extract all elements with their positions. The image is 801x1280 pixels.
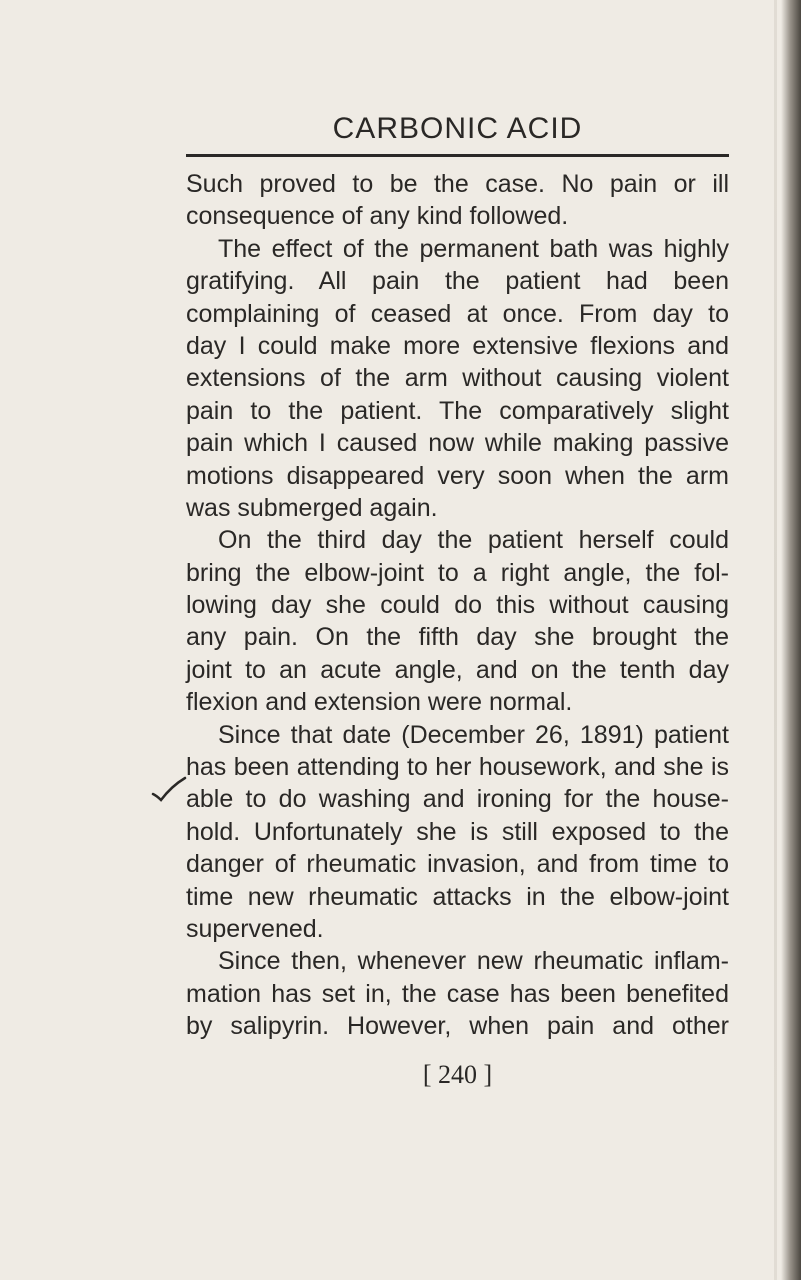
paragraph bbox=[186, 524, 729, 718]
text-line: extensions of the arm without causing violent bbox=[186, 364, 729, 393]
header-rule bbox=[186, 154, 729, 157]
text-line: Such proved to be the case. No pain or ill bbox=[186, 170, 729, 198]
text-line: mation has set in, the case has been benefited bbox=[186, 979, 729, 1008]
text-line: gratifying. All pain the patient had been bbox=[186, 267, 729, 296]
text-line: was submerged again. bbox=[186, 493, 438, 522]
text-line: On the third day the patient herself could bbox=[218, 526, 729, 555]
page-gutter-shadow bbox=[774, 0, 777, 1280]
text-line: time new rheumatic attacks in the elbow-joint bbox=[186, 882, 729, 911]
text-line: day I could make more extensive flexions and bbox=[186, 331, 729, 360]
text-line: Since that date (December 26, 1891) patient bbox=[218, 720, 729, 749]
text-line: complaining of ceased at once. From day to bbox=[186, 299, 729, 328]
text-line: by salipyrin. However, when pain and other bbox=[186, 1012, 729, 1041]
paragraph bbox=[186, 233, 729, 525]
text-line: consequence of any kind followed. bbox=[186, 202, 569, 231]
text-line: flexion and extension were normal. bbox=[186, 688, 573, 717]
text-line: able to do washing and ironing for the house- bbox=[186, 785, 729, 814]
text-line: hold. Unfortunately she is still exposed to the bbox=[186, 817, 729, 846]
text-line: Since then, whenever new rheumatic inflam- bbox=[218, 947, 729, 976]
text-line: pain to the patient. The comparatively slight bbox=[186, 396, 729, 425]
text-line: supervened. bbox=[186, 914, 324, 943]
page-edge bbox=[781, 0, 801, 1280]
text-line: lowing day she could do this without causing bbox=[186, 591, 729, 620]
paragraph bbox=[186, 168, 729, 233]
running-head: CARBONIC ACID bbox=[332, 112, 583, 145]
paragraph bbox=[186, 719, 729, 946]
text-line: danger of rheumatic invasion, and from time to bbox=[186, 850, 729, 879]
text-line: bring the elbow-joint to a right angle, the fol- bbox=[186, 558, 729, 587]
text-line: has been attending to her housework, and she is bbox=[186, 753, 729, 782]
text-line: any pain. On the fifth day she brought the bbox=[186, 623, 729, 652]
text-line: joint to an acute angle, and on the tenth day bbox=[186, 655, 729, 684]
text-line: The effect of the permanent bath was highly bbox=[218, 234, 729, 263]
pencil-checkmark-icon bbox=[149, 772, 189, 812]
text-line: pain which I caused now while making passive bbox=[186, 429, 729, 458]
paragraph bbox=[186, 945, 729, 1042]
page-number: [ 240 ] bbox=[422, 1060, 493, 1089]
body-text bbox=[186, 168, 729, 1043]
text-line: motions disappeared very soon when the arm bbox=[186, 461, 729, 490]
